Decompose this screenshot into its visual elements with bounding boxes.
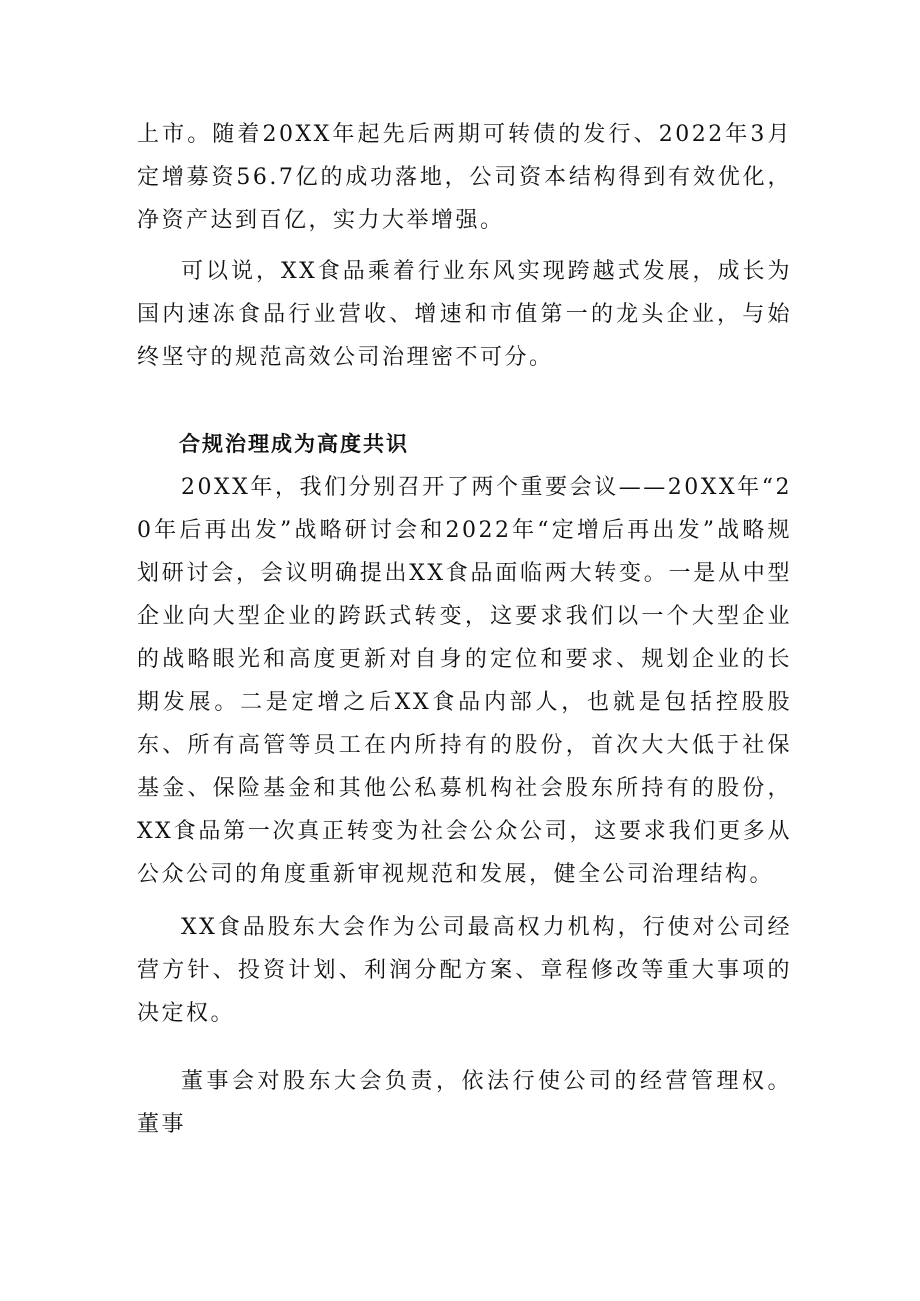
paragraph-growth-summary: 可以说，XX食品乘着行业东风实现跨越式发展，成长为国内速冻食品行业营收、增速和市值第一的龙头企业，与始终坚守的规范高效公司治理密不可分。 (137, 259, 792, 370)
section-heading: 合规治理成为高度共识 (179, 432, 409, 456)
paragraph-shareholders-meeting: XX食品股东大会作为公司最高权力机构，行使对公司经营方针、投资计划、利润分配方案、章程修改等重大事项的决定权。 (137, 915, 792, 1026)
paragraph-strategy-meetings: 20XX年，我们分别召开了两个重要会议——20XX年“20年后再出发”战略研讨会和2022年“定增后再出发”战略规划研讨会，会议明确提出XX食品面临两大转变。一是从中型企业向大型企业的跨跃式转变，这要求我们以一个大型企业的战略眼光和高度更新对自身的定位和要求、规划企业的长期发展。二是定增之后XX食品内部人，也就是包括控股股东、所有高管等员工在内所持有的股份，首次大大低于社保基金、保险基金和其他公私募机构社会股东所持有的股份，XX食品第一次真正转变为社会公众公司，这要求我们更多从公众公司的角度重新审视规范和发展，健全公司治理结构。 (137, 475, 792, 887)
paragraph-board: 董事会对股东大会负责，依法行使公司的经营管理权。董事 (137, 1069, 792, 1137)
paragraph-listing-capital: 上市。随着20XX年起先后两期可转债的发行、2022年3月定增募资56.7亿的成功落地，公司资本结构得到有效优化，净资产达到百亿，实力大举增强。 (137, 122, 792, 233)
